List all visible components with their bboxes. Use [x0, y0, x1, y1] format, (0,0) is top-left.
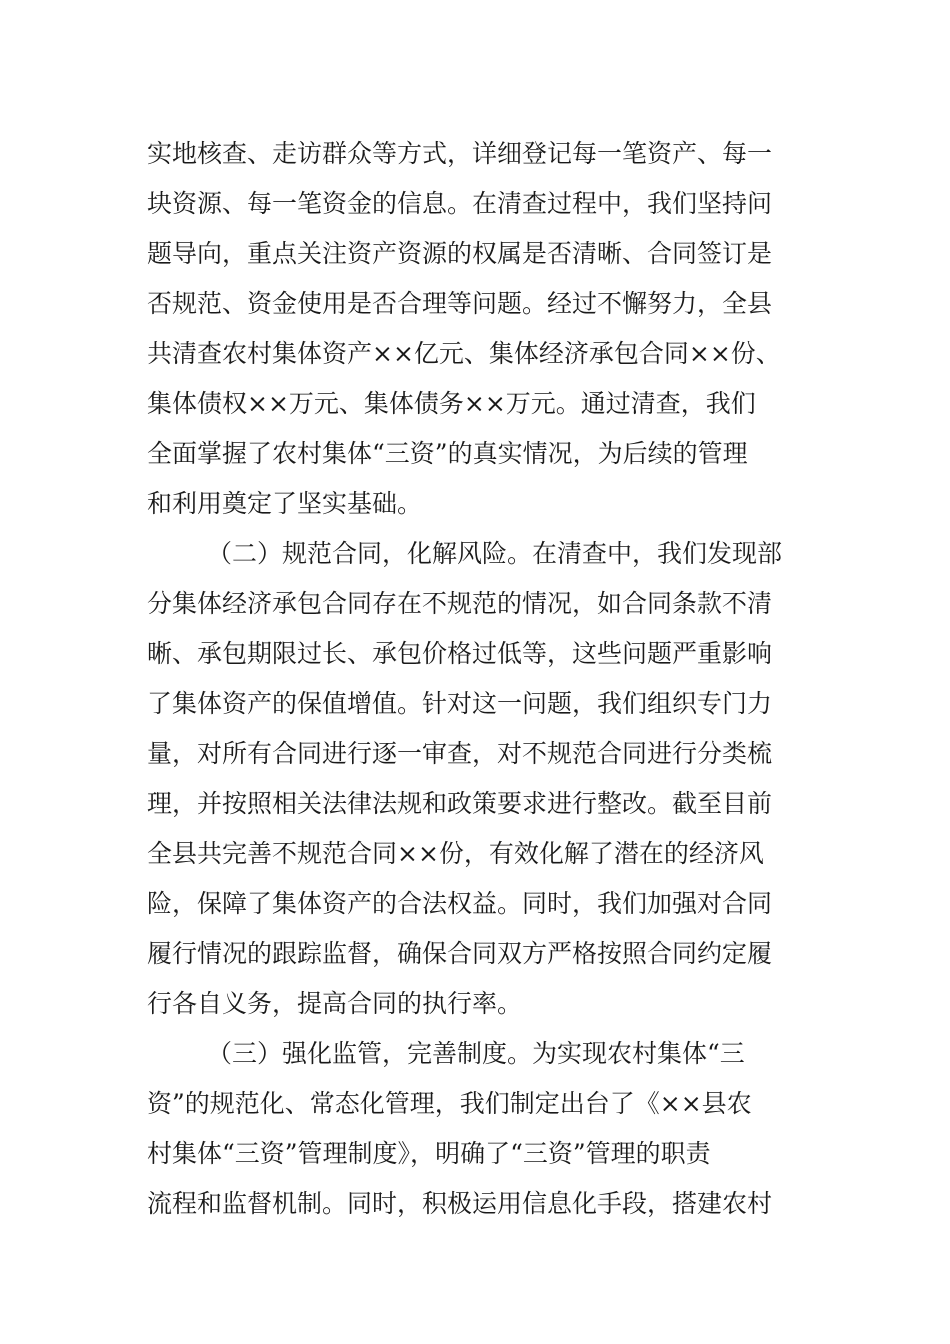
text-line: 否规范、资金使用是否合理等问题。经过不懈努力，全县 [147, 289, 773, 318]
text-line: 题导向，重点关注资产资源的权属是否清晰、合同签订是 [147, 239, 773, 268]
text-line: 全县共完善不规范合同××份，有效化解了潜在的经济风 [147, 839, 764, 868]
text-line: 量，对所有合同进行逐一审查，对不规范合同进行分类梳 [147, 739, 773, 768]
text-line: 村集体“三资”管理制度》，明确了“三资”管理的职责 [147, 1139, 711, 1168]
text-line: 分集体经济承包合同存在不规范的情况，如合同条款不清 [147, 589, 773, 618]
text-line: 了集体资产的保值增值。针对这一问题，我们组织专门力 [147, 689, 773, 718]
section-heading-line: （二）规范合同，化解风险。在清查中，我们发现部 [207, 539, 783, 568]
text-line: 流程和监督机制。同时，积极运用信息化手段，搭建农村 [147, 1189, 773, 1218]
text-line: 集体债权××万元、集体债务××万元。通过清查，我们 [147, 389, 756, 418]
text-line: 实地核查、走访群众等方式，详细登记每一笔资产、每一 [147, 139, 773, 168]
text-line: 共清查农村集体资产××亿元、集体经济承包合同××份、 [147, 339, 781, 368]
text-line: 和利用奠定了坚实基础。 [147, 489, 423, 518]
section-heading-line: （三）强化监管，完善制度。为实现农村集体“三 [207, 1039, 745, 1068]
text-line: 全面掌握了农村集体“三资”的真实情况，为后续的管理 [147, 439, 748, 468]
text-line: 块资源、每一笔资金的信息。在清查过程中，我们坚持问 [147, 189, 773, 218]
text-line: 资”的规范化、常态化管理，我们制定出台了《××县农 [147, 1089, 752, 1118]
text-line: 履行情况的跟踪监督，确保合同双方严格按照合同约定履 [147, 939, 773, 968]
text-line: 行各自义务，提高合同的执行率。 [147, 989, 523, 1018]
text-line: 晰、承包期限过长、承包价格过低等，这些问题严重影响 [147, 639, 773, 668]
text-line: 理，并按照相关法律法规和政策要求进行整改。截至目前 [147, 789, 773, 818]
text-line: 险，保障了集体资产的合法权益。同时，我们加强对合同 [147, 889, 773, 918]
